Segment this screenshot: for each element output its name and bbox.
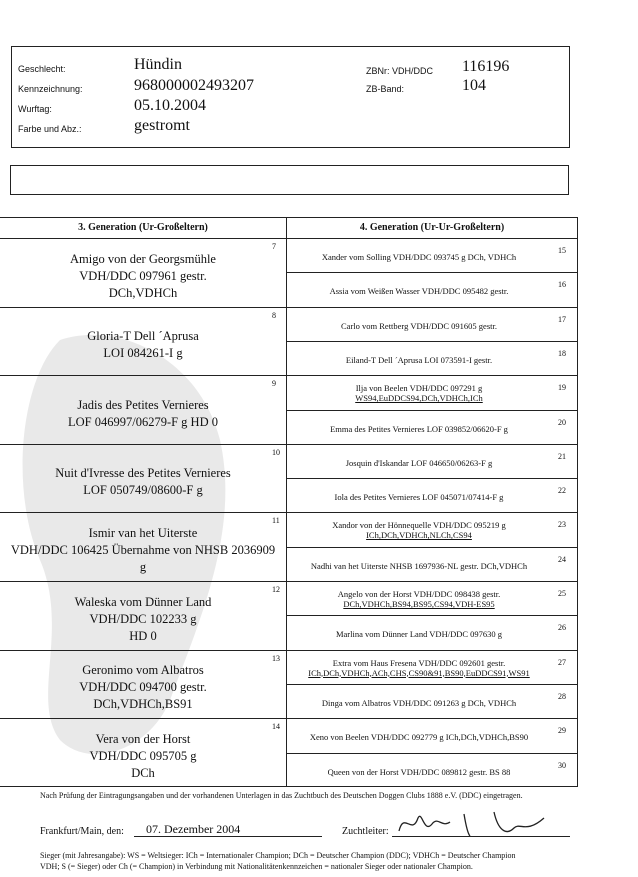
gen4-cell: [288, 658, 550, 678]
signature-icon: [394, 806, 564, 840]
gen3-row-divider: [0, 307, 578, 308]
gen3-row-divider: [0, 650, 578, 651]
gen4-row-divider: [286, 341, 578, 342]
gen3-cell: [0, 328, 286, 362]
gen3-line: VDH/DDC 095705 g: [89, 749, 197, 763]
gen3-line: VDH/DDC 106425 Übernahme von NHSB 2036909: [10, 543, 276, 558]
gen4-number: 29: [558, 726, 566, 736]
right-border: [577, 217, 578, 787]
gen4-cell: [288, 492, 550, 502]
header-divider: [0, 238, 578, 239]
gen4-row-divider: [286, 410, 578, 411]
gen3-row-divider: [0, 444, 578, 445]
gen4-line: Dinga vom Albatros VDH/DDC 091263 g DCh, VDHCh: [321, 697, 517, 708]
gen4-number: 19: [558, 383, 566, 393]
gen4-row-divider: [286, 753, 578, 754]
gen3-line: VDH/DDC 094700 gestr.: [79, 680, 207, 695]
gen4-number: 24: [558, 554, 566, 564]
gen4-line: Iola des Petites Vernieres LOF 045071/07414-F g: [334, 492, 504, 503]
gen3-number: 7: [272, 242, 276, 251]
gen3-cell: [0, 251, 286, 302]
zbnr-value: 116196: [462, 58, 510, 75]
date-value: 07. Dezember 2004: [146, 822, 241, 836]
sex-value: Hündin: [134, 56, 182, 73]
litter-label: Wurftag:: [18, 104, 52, 114]
gen3-cell: [0, 594, 286, 645]
col4-header: 4. Generation (Ur-Ur-Großeltern): [359, 222, 505, 233]
zbnr-label: ZBNr: VDH/DDC: [366, 66, 433, 76]
gen3-number: 10: [272, 447, 280, 457]
color-value: gestromt: [134, 117, 190, 134]
gen3-line: Gloria-T Dell ´Aprusa: [87, 328, 199, 343]
gen3-number: 13: [272, 653, 280, 663]
gen4-row-divider: [286, 684, 578, 685]
gen3-cell: [0, 525, 286, 576]
color-label: Farbe und Abz.:: [18, 124, 82, 134]
id-label: Kennzeichnung:: [18, 84, 83, 94]
gen4-line: Josquin d'Iskandar LOF 046650/06263-F g: [345, 457, 493, 468]
table-top-line: [0, 217, 578, 218]
gen4-line: Queen von der Horst VDH/DDC 089812 gestr. BS 88: [327, 766, 511, 777]
gen4-line: Nadhi van het Uiterste NHSB 1697936-NL gestr. DCh,VDHCh: [310, 560, 528, 571]
gen4-number: 18: [558, 348, 566, 358]
table-bottom-line: [0, 786, 578, 787]
legend-line-1: Sieger (mit Jahresangabe): WS = Weltsieger: ICh = Internationaler Champion; DCh = Deutscher Champion (DDC); VDHCh = Deutscher Champion: [40, 851, 516, 860]
gen4-line: Extra vom Haus Fresena VDH/DDC 092601 gestr.: [332, 657, 506, 668]
gen3-line: LOF 046997/06279-F g HD 0: [67, 414, 218, 429]
gen3-line: LOF 050749/08600-F g: [83, 483, 203, 498]
gen4-line: DCh,VDHCh,BS94,BS95,CS94,VDH-ES95: [343, 599, 495, 609]
gen4-cell: [288, 561, 550, 571]
gen3-line: Waleska vom Dünner Land: [74, 594, 212, 609]
gen4-line: WS94,EuDDCS94,DCh,VDHCh,ICh: [355, 393, 483, 404]
gen4-cell: [288, 321, 550, 331]
gen4-number: 28: [558, 691, 566, 701]
gen4-cell: [288, 458, 550, 468]
gen3-line: VDH/DDC 097961 gestr.: [79, 268, 207, 283]
gen3-row-divider: [0, 375, 578, 376]
gen4-cell: [288, 732, 550, 742]
gen4-number: 30: [558, 760, 566, 770]
gen3-line: LOI 084261-I g: [103, 345, 183, 360]
gen4-line: ICh,DCh,VDHCh,ACh,CHS,CS90&91,BS90,EuDDCS91,WS91: [308, 667, 530, 678]
gen3-number: 11: [272, 516, 280, 526]
gen3-line: HD 0: [129, 628, 157, 643]
column-divider: [286, 217, 287, 787]
gen4-cell: [288, 252, 550, 262]
gen3-number: 9: [272, 379, 276, 389]
gen4-cell: [288, 355, 550, 365]
gen3-row-divider: [0, 581, 578, 582]
gen4-line: Xeno von Beelen VDH/DDC 092779 g ICh,DCh,VDHCh,BS90: [309, 732, 529, 743]
place-label: Frankfurt/Main, den:: [40, 826, 124, 837]
gen4-line: Xander vom Solling VDH/DDC 093745 g DCh, VDHCh: [321, 252, 517, 262]
id-value: 968000002493207: [134, 77, 254, 94]
zbband-value: 104: [462, 77, 486, 94]
gen4-number: 22: [558, 486, 566, 496]
gen4-line: Carlo vom Rettberg VDH/DDC 091605 gestr.: [341, 320, 497, 331]
col3-header: 3. Generation (Ur-Großeltern): [78, 222, 208, 233]
gen3-line: DCh,VDHCh: [108, 285, 178, 300]
gen3-row-divider: [0, 718, 578, 719]
gen4-line: Ilja von Beelen VDH/DDC 097291 g: [355, 383, 483, 394]
verification-text: Nach Prüfung der Eintragungsangaben und der vorhandenen Unterlagen in das Zuchtbuch des Deutschen Doggen Clubs 1888 e.V. (DDC) eingetragen.: [40, 791, 523, 800]
gen4-cell: [288, 424, 550, 434]
gen3-line: Amigo von der Georgsmühle: [70, 251, 216, 266]
gen3-line: Vera von der Horst: [95, 732, 191, 746]
legend-line-2: VDH; S (= Sieger) oder Ch (= Champion) in Verbindung mit Nationalitätenkennzeichen = nationaler Sieger oder nationaler Champion.: [40, 862, 473, 871]
gen4-cell: [288, 698, 550, 708]
gen3-line: g: [139, 560, 147, 575]
pedigree-table: [0, 217, 578, 787]
gen4-number: 25: [558, 589, 566, 598]
gen3-line: Ismir van het Uiterste: [88, 526, 198, 541]
gen3-line: Jadis des Petites Vernieres: [77, 397, 209, 412]
gen4-number: 17: [558, 314, 566, 324]
gen4-line: Marlina vom Dünner Land VDH/DDC 097630 g: [335, 629, 503, 640]
gen4-number: 16: [558, 280, 566, 290]
gen4-line: Assia vom Weißen Wasser VDH/DDC 095482 gestr.: [329, 286, 509, 297]
gen3-line: Geronimo vom Albatros: [82, 663, 204, 678]
gen3-line: DCh: [131, 766, 155, 780]
gen4-line: Angelo von der Horst VDH/DDC 098438 gestr.: [337, 589, 501, 599]
gen4-line: Xandor von der Hönnequelle VDH/DDC 095219 g: [332, 520, 506, 531]
gen3-line: VDH/DDC 102233 g: [89, 611, 197, 626]
gen4-row-divider: [286, 547, 578, 548]
gen4-row-divider: [286, 615, 578, 616]
gen4-cell: [288, 767, 550, 777]
gen4-row-divider: [286, 478, 578, 479]
gen3-cell: [0, 397, 286, 431]
remarks-box: [10, 165, 569, 195]
gen4-cell: [288, 286, 550, 296]
gen3-number: 8: [272, 310, 276, 320]
gen3-row-divider: [0, 512, 578, 513]
gen3-number: 12: [272, 585, 280, 594]
gen3-cell: [0, 465, 286, 499]
keeper-label: Zuchtleiter:: [342, 826, 389, 837]
gen4-number: 26: [558, 623, 566, 633]
gen4-line: Emma des Petites Vernieres LOF 039852/06620-F g: [330, 423, 508, 434]
date-line: [134, 836, 322, 837]
gen4-cell: [288, 520, 550, 540]
gen4-number: 27: [558, 657, 566, 667]
zbband-label: ZB-Band:: [366, 84, 405, 94]
gen3-cell: [0, 731, 286, 782]
gen4-number: 23: [558, 520, 566, 530]
gen3-line: DCh,VDHCh,BS91: [93, 697, 193, 712]
gen4-number: 20: [558, 417, 566, 427]
gen4-cell: [288, 383, 550, 403]
sex-label: Geschlecht:: [18, 64, 66, 74]
gen4-number: 21: [558, 451, 566, 461]
gen3-number: 14: [272, 722, 280, 732]
gen3-line: Nuit d'Ivresse des Petites Vernieres: [55, 466, 231, 481]
gen3-cell: [0, 662, 286, 713]
gen4-line: ICh,DCh,VDHCh,NLCh,CS94: [366, 530, 472, 541]
gen4-cell: [288, 629, 550, 639]
gen4-cell: [288, 589, 550, 609]
gen4-row-divider: [286, 272, 578, 273]
gen4-number: 15: [558, 246, 566, 255]
litter-value: 05.10.2004: [134, 97, 206, 114]
gen4-line: Eiland-T Dell ´Aprusa LOI 073591-I gestr.: [345, 354, 493, 365]
